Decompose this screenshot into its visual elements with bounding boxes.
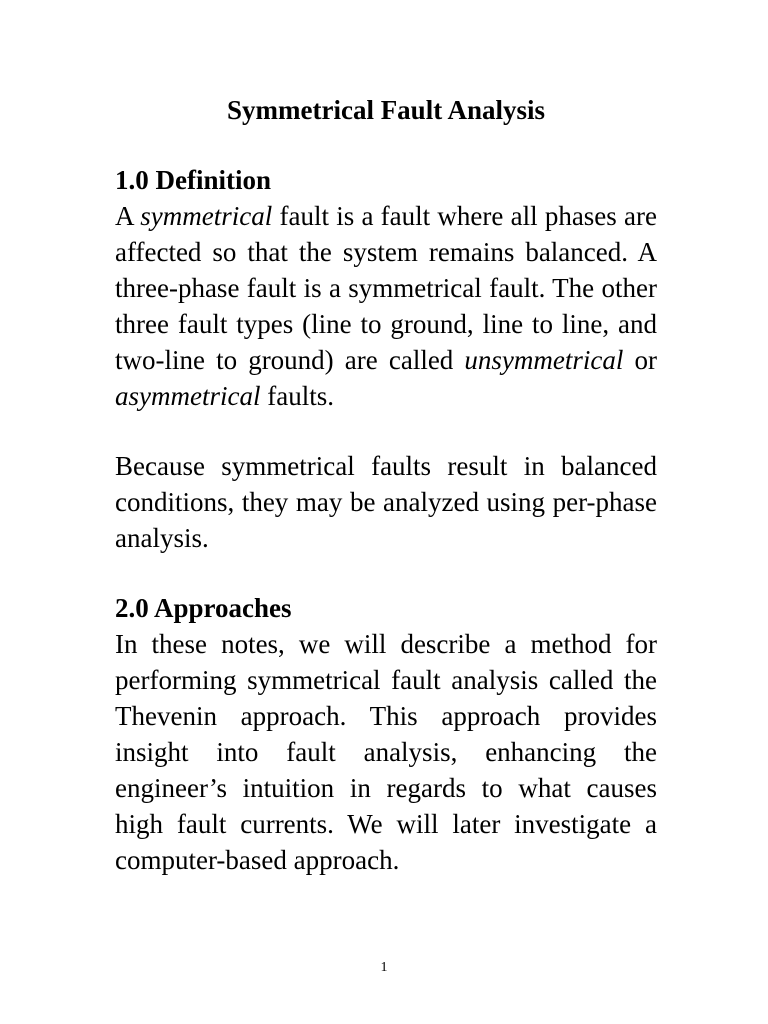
paragraph-spacer (115, 414, 657, 448)
text-run: or (623, 345, 657, 375)
section-heading-approaches: 2.0 Approaches (115, 593, 292, 623)
page-number: 1 (380, 960, 388, 975)
italic-text-run: symmetrical (140, 201, 273, 231)
document-title: Symmetrical Fault Analysis (227, 95, 545, 125)
italic-text-run: asymmetrical (115, 381, 261, 411)
text-run: In these notes, we will describe a method for performing symmetrical fault analysis called the Thevenin approach. This approach provides insight into fault analysis, enhancing the engineer’s intuition in regards to what causes high fault currents. We will later investigate a computer-based approach. (115, 629, 657, 875)
paragraph-definition (115, 198, 657, 414)
section-heading-definition: 1.0 Definition (115, 165, 272, 195)
text-run: Because symmetrical faults result in balanced conditions, they may be analyzed using per-phase analysis. (115, 451, 657, 553)
text-run: A (115, 201, 141, 231)
text-run: fault is a fault where all phases are affected so that the system remains balanced. A three-phase fault is a symmetrical fault. The other three fault types (line to ground, line to line, and two-line to ground) are called (115, 201, 657, 375)
paragraph-approaches (115, 626, 657, 878)
text-run: faults. (260, 381, 334, 411)
italic-text-run: unsymmetrical (464, 345, 624, 375)
paragraph-balanced-conditions (115, 448, 657, 556)
paragraph-spacer (115, 556, 657, 590)
document-page (115, 92, 657, 878)
